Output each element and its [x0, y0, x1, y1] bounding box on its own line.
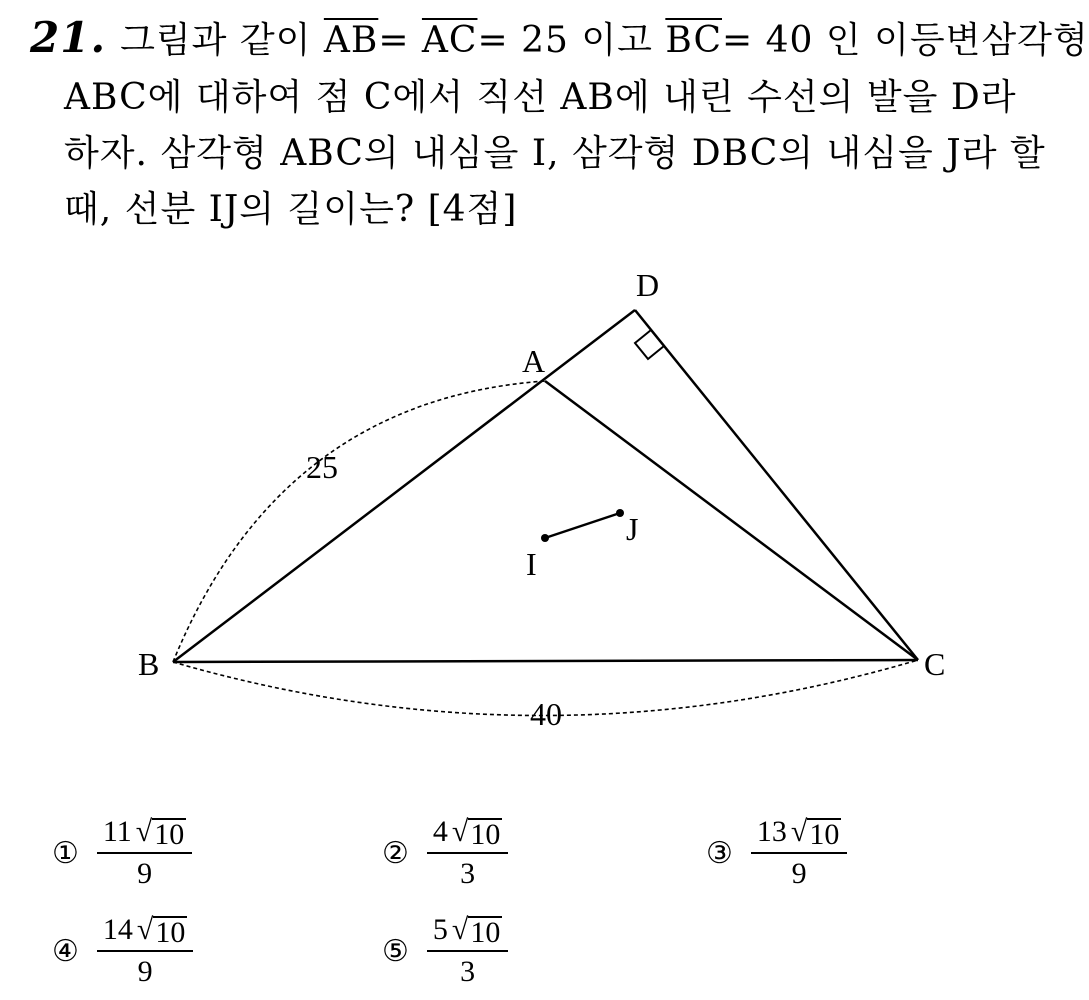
choice-radicand: 10 — [470, 916, 501, 949]
choice-fraction: 13 √ 10 9 — [751, 814, 847, 892]
choice-denominator: 9 — [137, 857, 153, 890]
problem-text-eq3: = 40 인 이등변삼각형 — [722, 20, 1089, 61]
label-c: C — [924, 646, 946, 682]
choice-radicand: 10 — [155, 916, 186, 949]
line-bc — [173, 660, 918, 662]
choice-denominator: 3 — [460, 955, 476, 988]
choice-marker: ① — [52, 835, 79, 871]
label-b: B — [138, 646, 160, 682]
choice-1[interactable] — [52, 814, 192, 892]
line-bd — [173, 310, 635, 662]
choice-fraction: 5 √ 10 3 — [427, 912, 508, 990]
length-label-bc: 40 — [530, 696, 562, 732]
problem-line-1 — [30, 14, 1089, 65]
choice-denominator: 3 — [460, 857, 476, 890]
choice-coef: 13 — [756, 815, 787, 848]
choice-coef: 4 — [432, 815, 448, 848]
label-d: D — [636, 267, 660, 303]
choice-marker: ③ — [706, 835, 733, 871]
line-dc — [635, 310, 918, 660]
choice-5[interactable] — [382, 912, 508, 990]
point-i — [541, 534, 549, 542]
choice-marker: ④ — [52, 933, 79, 969]
point-j — [616, 509, 624, 517]
choice-radicand: 10 — [470, 818, 501, 851]
choice-fraction: 11 √ 10 9 — [97, 814, 192, 892]
choice-fraction: 14 √ 10 9 — [97, 912, 193, 990]
segment-ij — [545, 513, 620, 538]
problem-text-eq1: = — [378, 20, 422, 61]
choice-radicand: 10 — [154, 818, 185, 851]
choice-denominator: 9 — [137, 955, 153, 988]
label-j: J — [626, 511, 639, 547]
length-label-ab: 25 — [306, 449, 338, 485]
segment-ac: $\overline{AC}$ — [421, 20, 478, 61]
problem-line-2: ABC에 대하여 점 C에서 직선 AB에 내린 수선의 발을 D라 — [64, 77, 1017, 118]
choice-3[interactable] — [706, 814, 847, 892]
segment-ab: $\overline{AB}$ — [323, 20, 379, 61]
problem-number: 21. — [30, 13, 107, 62]
choice-marker: ② — [382, 835, 409, 871]
problem-text-eq2: = 25 이고 — [477, 20, 666, 61]
choice-radicand: 10 — [809, 818, 840, 851]
label-i: I — [526, 546, 537, 582]
label-a: A — [522, 343, 546, 379]
choice-coef: 5 — [432, 913, 448, 946]
choice-coef: 14 — [102, 913, 133, 946]
choice-fraction: 4 √ 10 3 — [427, 814, 508, 892]
problem-line-4: 때, 선분 IJ의 길이는? [4점] — [64, 189, 518, 230]
problem-text-1a: 그림과 같이 — [120, 20, 324, 61]
segment-bc: $\overline{BC}$ — [665, 20, 722, 61]
choice-denominator: 9 — [791, 857, 807, 890]
right-angle-marker — [635, 330, 664, 359]
problem-line-3: 하자. 삼각형 ABC의 내심을 I, 삼각형 DBC의 내심을 J라 할 — [64, 133, 1046, 174]
choice-2[interactable] — [382, 814, 508, 892]
triangle-figure — [0, 240, 1017, 760]
choice-4[interactable] — [52, 912, 193, 990]
choice-coef: 11 — [102, 815, 132, 848]
choice-marker: ⑤ — [382, 933, 409, 969]
